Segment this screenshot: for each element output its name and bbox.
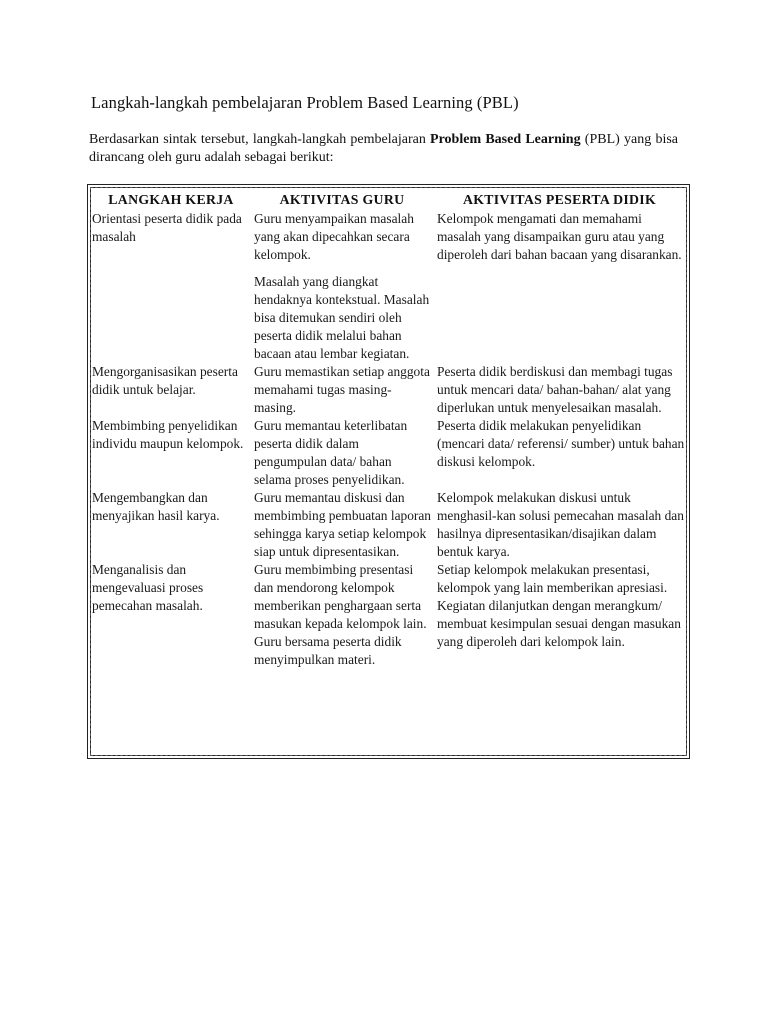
pbl-steps-table [91,188,686,669]
teacher-activity-cell: Guru membimbing presentasi dan mendorong kelompok memberikan penghargaan serta masukan kepada kelompok lain. Guru bersama peserta didik menyimpulkan materi. [254,562,427,667]
intro-text-after: (PBL) yang bisa dirancang oleh guru adalah sebagai berikut: [89,132,679,165]
header-aktivitas-peserta-didik: AKTIVITAS PESERTA DIDIK [463,192,656,207]
intro-text-bold: Problem Based Learning [430,132,581,147]
step-cell: Mengembangkan dan menyajikan hasil karya. [92,490,220,523]
student-activity-cell: Kelompok melakukan diskusi untuk menghasil-kan solusi pemecahan masalah dan hasilnya dipresentasikan/disajikan dalam bentuk karya. [437,490,684,559]
paragraph-gap [254,264,431,273]
student-activity-cell: Setiap kelompok melakukan presentasi, kelompok yang lain memberikan apresiasi. Kegiatan dilanjutkan dengan merangkum/ membuat kesimpulan sesuai dengan masukan yang diperoleh dari kelompok lain. [437,562,681,649]
table-row [91,210,686,363]
step-cell: Menganalisis dan mengevaluasi proses pemecahan masalah. [92,562,204,613]
teacher-activity-cell: Guru memantau diskusi dan membimbing pembuatan laporan sehingga karya setiap kelompok siap untuk dipresentasikan. [254,490,432,559]
student-activity-cell: Peserta didik berdiskusi dan membagi tugas untuk mencari data/ bahan-bahan/ alat yang diperlukan untuk menyelesaikan masalah. [437,364,673,415]
intro-paragraph [89,131,678,167]
teacher-activity-cell [251,210,433,363]
step-cell: Membimbing penyelidikan individu maupun kelompok. [92,418,244,451]
document-title: Langkah-langkah pembelajaran Problem Based Learning (PBL) [91,93,519,112]
pbl-steps-table-frame [87,184,690,759]
table-row [91,363,686,417]
teacher-activity-text: Guru menyampaikan masalah yang akan dipecahkan secara kelompok. [254,211,414,262]
step-cell: Orientasi peserta didik pada masalah [92,211,242,244]
teacher-activity-cell: Guru memastikan setiap anggota memahami tugas masing-masing. [254,364,430,415]
student-activity-cell: Peserta didik melakukan penyelidikan (mencari data/ referensi/ sumber) untuk bahan diskusi kelompok. [437,418,685,469]
table-row [91,561,686,669]
header-langkah-kerja: LANGKAH KERJA [108,192,234,207]
step-cell: Mengorganisasikan peserta didik untuk belajar. [92,364,238,397]
student-activity-cell: Kelompok mengamati dan memahami masalah yang disampaikan guru atau yang diperoleh dari bahan bacaan yang disarankan. [437,211,682,262]
teacher-activity-cell: Guru memantau keterlibatan peserta didik dalam pengumpulan data/ bahan selama proses penyelidikan. [254,418,408,487]
table-row [91,489,686,561]
table-header-row [91,188,686,210]
header-aktivitas-guru: AKTIVITAS GURU [279,192,405,207]
teacher-activity-note: Masalah yang diangkat hendaknya kontekstual. Masalah bisa ditemukan sendiri oleh peserta didik melalui bahan bacaan atau lembar kegiatan. [254,274,430,361]
table-row [91,417,686,489]
intro-text-before: Berdasarkan sintak tersebut, langkah-langkah pembelajaran [89,132,431,147]
